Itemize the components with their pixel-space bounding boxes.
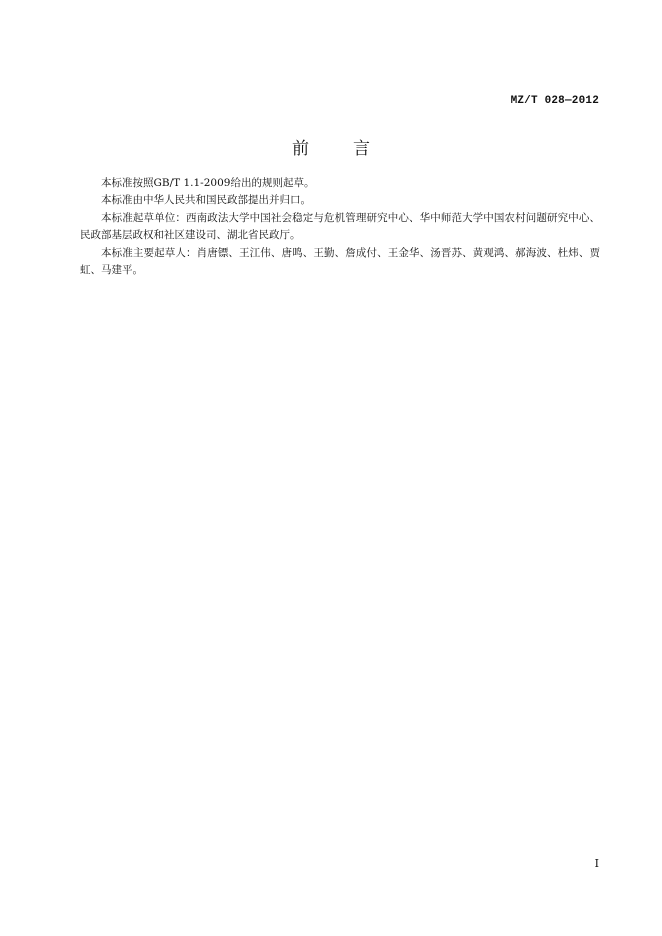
standard-code: MZ/T 028—2012	[510, 95, 599, 107]
page-number: I	[594, 857, 599, 870]
paragraph-drafting-units: 本标准起草单位：西南政法大学中国社会稳定与危机管理研究中心、华中师范大学中国农村问题研究中心、民政部基层政权和社区建设司、湖北省民政厅。	[80, 211, 600, 242]
foreword-body	[80, 175, 600, 279]
paragraph-proposer: 本标准由中华人民共和国民政部提出并归口。	[101, 194, 311, 207]
title-char-2: 言	[353, 139, 370, 159]
paragraph-drafting-rules: 本标准按照GB/T 1.1-2009给出的规则起草。	[101, 177, 315, 189]
page-title	[0, 134, 662, 159]
paragraph-drafters: 本标准主要起草人：肖唐镖、王江伟、唐鸣、王勤、詹成付、王金华、汤晋苏、黄观鸿、郝海波、杜炜、贾虹、马建平。	[80, 246, 600, 277]
title-char-1: 前	[292, 139, 309, 159]
